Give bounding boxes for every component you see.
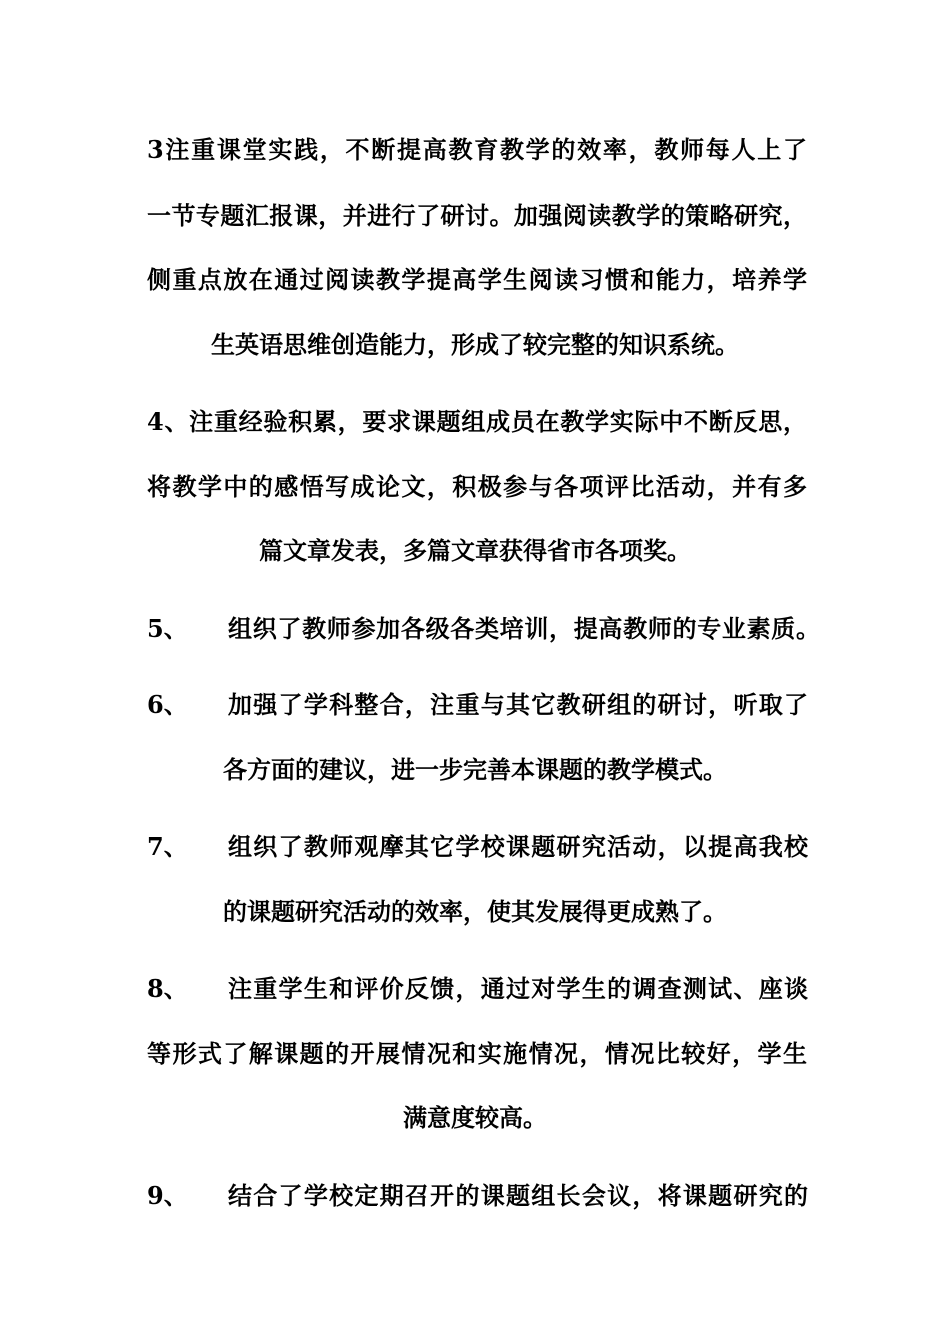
paragraph-3-line-3: 侧重点放在通过阅读教学提高学生阅读习惯和能力，培养学 <box>147 265 807 294</box>
item-6-number: 6、 <box>147 690 188 719</box>
paragraph-4-line-3: 篇文章发表，多篇文章获得省市各项奖。 <box>259 536 691 565</box>
item-8-line-3: 满意度较高。 <box>403 1103 547 1132</box>
paragraph-3-line-2: 一节专题汇报课，并进行了研讨。加强阅读教学的策略研究， <box>147 201 807 230</box>
item-5-number: 5、 <box>147 614 188 643</box>
paragraph-3-line-1: 3注重课堂实践，不断提高教育教学的效率，教师每人上了 <box>147 135 807 164</box>
item-5-line-1: 组织了教师参加各级各类培训，提高教师的专业素质。 <box>228 614 820 643</box>
item-6-line-1: 加强了学科整合，注重与其它教研组的研讨，听取了 <box>228 690 808 719</box>
item-8-number: 8、 <box>147 974 188 1003</box>
item-7-line-2: 的课题研究活动的效率，使其发展得更成熟了。 <box>223 897 727 926</box>
item-7-line-1: 组织了教师观摩其它学校课题研究活动，以提高我校 <box>228 832 808 861</box>
item-8-line-2: 等形式了解课题的开展情况和实施情况，情况比较好，学生 <box>147 1039 807 1068</box>
item-7-number: 7、 <box>147 832 188 861</box>
paragraph-4-line-2: 将教学中的感悟写成论文，积极参与各项评比活动，并有多 <box>147 472 807 501</box>
item-6-line-2: 各方面的建议，进一步完善本课题的教学模式。 <box>223 755 727 784</box>
paragraph-4-line-1: 4、注重经验积累，要求课题组成员在教学实际中不断反思， <box>147 407 807 436</box>
item-8-line-1: 注重学生和评价反馈，通过对学生的调查测试、座谈 <box>228 974 808 1003</box>
item-9-line-1: 结合了学校定期召开的课题组长会议，将课题研究的 <box>228 1181 808 1210</box>
item-9-number: 9、 <box>147 1181 188 1210</box>
paragraph-3-line-4: 生英语思维创造能力，形成了较完整的知识系统。 <box>211 330 739 359</box>
